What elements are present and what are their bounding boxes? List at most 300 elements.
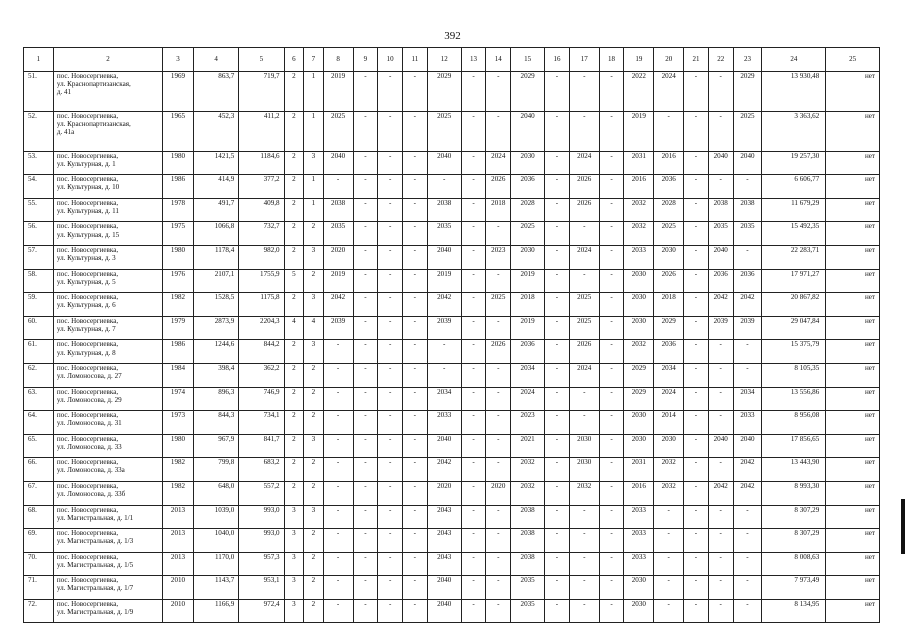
table-row (24, 434, 880, 458)
cell-col-10: - (378, 552, 403, 576)
cell-col-8: - (323, 599, 353, 623)
cell-col-9: - (353, 71, 378, 111)
cell-col-21: - (684, 293, 709, 317)
cell-col-5: 2204,3 (239, 316, 284, 340)
cell-col-14: 2018 (486, 198, 511, 222)
cell-col-9: - (353, 111, 378, 151)
row-number: 68. (24, 505, 54, 529)
column-header: 20 (654, 48, 684, 72)
cell-col-14: - (486, 552, 511, 576)
cell-col-3: 1986 (163, 175, 194, 199)
cell-col-9: - (353, 505, 378, 529)
cell-col-10: - (378, 411, 403, 435)
cell-col-9: - (353, 458, 378, 482)
cell-col-14: - (486, 111, 511, 151)
cell-col-8: - (323, 552, 353, 576)
cell-col-14: 2026 (486, 340, 511, 364)
cell-col-7: 1 (304, 111, 324, 151)
table-row (24, 411, 880, 435)
cell-col-18: - (599, 505, 624, 529)
cell-col-22: - (708, 111, 733, 151)
column-header: 23 (733, 48, 762, 72)
cell-col-17: - (569, 387, 599, 411)
row-number: 67. (24, 481, 54, 505)
cell-col-19: 2031 (624, 458, 654, 482)
cell-col-24: 13 443,90 (762, 458, 826, 482)
cell-col-6: 3 (284, 529, 304, 553)
address-line: ул. Культурная, д. 11 (56, 206, 119, 215)
cell-col-19: 2032 (624, 198, 654, 222)
cell-col-9: - (353, 340, 378, 364)
cell-col-16: - (545, 198, 570, 222)
cell-col-10: - (378, 363, 403, 387)
address-line: ул. Магистральная, д. 1/3 (56, 537, 134, 546)
cell-col-12: 2025 (427, 111, 461, 151)
row-number: 58. (24, 269, 54, 293)
cell-col-25: нет (826, 505, 880, 529)
cell-col-19: 2032 (624, 340, 654, 364)
row-number: 57. (24, 245, 54, 269)
address-cell (53, 387, 162, 411)
cell-col-11: - (402, 198, 427, 222)
cell-col-22: - (708, 387, 733, 411)
cell-col-14: 2020 (486, 481, 511, 505)
cell-col-6: 3 (284, 599, 304, 623)
cell-col-10: - (378, 222, 403, 246)
address-cell (53, 363, 162, 387)
cell-col-6: 3 (284, 505, 304, 529)
cell-col-17: - (569, 599, 599, 623)
address-line: ул. Культурная, д. 8 (56, 348, 116, 357)
cell-col-8: 2039 (323, 316, 353, 340)
address-cell (53, 269, 162, 293)
table-row (24, 340, 880, 364)
cell-col-8: 2020 (323, 245, 353, 269)
cell-col-14: - (486, 599, 511, 623)
cell-col-19: 2016 (624, 481, 654, 505)
cell-col-25: нет (826, 434, 880, 458)
cell-col-9: - (353, 576, 378, 600)
cell-col-24: 13 930,48 (762, 71, 826, 111)
cell-col-13: - (461, 111, 486, 151)
cell-col-15: 2018 (511, 293, 545, 317)
cell-col-6: 2 (284, 411, 304, 435)
cell-col-23: - (733, 505, 762, 529)
cell-col-24: 8 134,95 (762, 599, 826, 623)
cell-col-3: 2010 (163, 599, 194, 623)
cell-col-20: 2032 (654, 481, 684, 505)
cell-col-21: - (684, 458, 709, 482)
cell-col-16: - (545, 316, 570, 340)
cell-col-4: 799,8 (193, 458, 238, 482)
cell-col-22: - (708, 552, 733, 576)
cell-col-15: 2035 (511, 599, 545, 623)
address-cell (53, 245, 162, 269)
table-row (24, 458, 880, 482)
cell-col-16: - (545, 222, 570, 246)
cell-col-14: 2024 (486, 151, 511, 175)
address-line: ул. Магистральная, д. 1/5 (56, 560, 134, 569)
address-line: ул. Ломоносова, д. 33 (56, 442, 122, 451)
cell-col-10: - (378, 111, 403, 151)
address-line: ул. Культурная, д. 1 (56, 159, 116, 168)
row-number: 54. (24, 175, 54, 199)
cell-col-15: 2023 (511, 411, 545, 435)
address-line: пос. Новосергиевка, (56, 576, 119, 585)
cell-col-20: - (654, 111, 684, 151)
row-number: 62. (24, 363, 54, 387)
address-line: ул. Культурная, д. 10 (56, 183, 120, 192)
cell-col-19: 2033 (624, 505, 654, 529)
address-cell (53, 481, 162, 505)
cell-col-19: 2030 (624, 599, 654, 623)
row-number: 64. (24, 411, 54, 435)
cell-col-21: - (684, 71, 709, 111)
cell-col-17: 2025 (569, 316, 599, 340)
cell-col-13: - (461, 316, 486, 340)
cell-col-25: нет (826, 245, 880, 269)
cell-col-25: нет (826, 529, 880, 553)
row-number: 63. (24, 387, 54, 411)
cell-col-16: - (545, 458, 570, 482)
cell-col-6: 2 (284, 175, 304, 199)
column-header: 3 (163, 48, 194, 72)
address-line: пос. Новосергиевка, (56, 529, 119, 538)
column-header: 22 (708, 48, 733, 72)
cell-col-17: - (569, 411, 599, 435)
cell-col-19: 2031 (624, 151, 654, 175)
cell-col-9: - (353, 481, 378, 505)
row-number: 60. (24, 316, 54, 340)
cell-col-5: 844,2 (239, 340, 284, 364)
cell-col-3: 2013 (163, 505, 194, 529)
column-header: 11 (402, 48, 427, 72)
cell-col-20: 2036 (654, 175, 684, 199)
cell-col-9: - (353, 529, 378, 553)
cell-col-15: 2036 (511, 340, 545, 364)
cell-col-21: - (684, 269, 709, 293)
cell-col-11: - (402, 293, 427, 317)
cell-col-18: - (599, 269, 624, 293)
cell-col-15: 2040 (511, 111, 545, 151)
cell-col-23: 2040 (733, 151, 762, 175)
cell-col-17: 2030 (569, 434, 599, 458)
cell-col-7: 2 (304, 269, 324, 293)
table-row (24, 198, 880, 222)
cell-col-6: 2 (284, 198, 304, 222)
cell-col-17: 2025 (569, 293, 599, 317)
page-number: 392 (444, 30, 461, 42)
address-cell (53, 71, 162, 111)
cell-col-25: нет (826, 481, 880, 505)
cell-col-11: - (402, 505, 427, 529)
column-header: 10 (378, 48, 403, 72)
cell-col-24: 8 307,29 (762, 529, 826, 553)
address-cell (53, 175, 162, 199)
cell-col-10: - (378, 387, 403, 411)
cell-col-7: 2 (304, 576, 324, 600)
cell-col-5: 1175,8 (239, 293, 284, 317)
cell-col-19: 2030 (624, 411, 654, 435)
cell-col-10: - (378, 505, 403, 529)
cell-col-23: - (733, 340, 762, 364)
cell-col-10: - (378, 151, 403, 175)
cell-col-20: 2025 (654, 222, 684, 246)
cell-col-12: - (427, 175, 461, 199)
cell-col-17: - (569, 576, 599, 600)
cell-col-22: 2040 (708, 245, 733, 269)
cell-col-11: - (402, 552, 427, 576)
cell-col-22: - (708, 529, 733, 553)
address-line: д. 41а (56, 127, 75, 136)
cell-col-10: - (378, 340, 403, 364)
column-header: 2 (53, 48, 162, 72)
column-header: 6 (284, 48, 304, 72)
cell-col-19: 2030 (624, 269, 654, 293)
cell-col-5: 411,2 (239, 111, 284, 151)
cell-col-3: 2013 (163, 552, 194, 576)
cell-col-22: 2038 (708, 198, 733, 222)
cell-col-14: - (486, 505, 511, 529)
cell-col-24: 8 993,30 (762, 481, 826, 505)
cell-col-12: 2020 (427, 481, 461, 505)
cell-col-15: 2019 (511, 269, 545, 293)
cell-col-10: - (378, 245, 403, 269)
cell-col-14: - (486, 529, 511, 553)
cell-col-15: 2034 (511, 363, 545, 387)
cell-col-17: 2032 (569, 481, 599, 505)
cell-col-19: 2030 (624, 293, 654, 317)
cell-col-24: 29 047,84 (762, 316, 826, 340)
cell-col-16: - (545, 387, 570, 411)
cell-col-23: - (733, 576, 762, 600)
cell-col-3: 1980 (163, 245, 194, 269)
cell-col-5: 972,4 (239, 599, 284, 623)
address-line: пос. Новосергиевка, (56, 458, 119, 467)
cell-col-8: - (323, 481, 353, 505)
cell-col-19: 2030 (624, 576, 654, 600)
address-cell (53, 293, 162, 317)
cell-col-9: - (353, 245, 378, 269)
cell-col-13: - (461, 481, 486, 505)
cell-col-11: - (402, 151, 427, 175)
cell-col-12: 2029 (427, 71, 461, 111)
cell-col-15: 2036 (511, 175, 545, 199)
row-number: 69. (24, 529, 54, 553)
cell-col-10: - (378, 481, 403, 505)
cell-col-18: - (599, 529, 624, 553)
cell-col-4: 414,9 (193, 175, 238, 199)
cell-col-3: 1982 (163, 458, 194, 482)
address-line: ул. Ломоносова, д. 33а (56, 466, 125, 475)
cell-col-9: - (353, 411, 378, 435)
column-header: 17 (569, 48, 599, 72)
cell-col-6: 2 (284, 71, 304, 111)
cell-col-5: 841,7 (239, 434, 284, 458)
cell-col-3: 1975 (163, 222, 194, 246)
cell-col-15: 2029 (511, 71, 545, 111)
row-number: 55. (24, 198, 54, 222)
cell-col-13: - (461, 411, 486, 435)
cell-col-23: 2035 (733, 222, 762, 246)
column-header: 21 (684, 48, 709, 72)
cell-col-23: 2033 (733, 411, 762, 435)
cell-col-23: 2040 (733, 434, 762, 458)
address-cell (53, 198, 162, 222)
cell-col-16: - (545, 411, 570, 435)
address-line: ул. Магистральная, д. 1/7 (56, 584, 134, 593)
cell-col-11: - (402, 175, 427, 199)
table-row (24, 529, 880, 553)
cell-col-22: - (708, 505, 733, 529)
cell-col-19: 2033 (624, 529, 654, 553)
cell-col-19: 2030 (624, 316, 654, 340)
cell-col-20: 2024 (654, 71, 684, 111)
address-line: ул. Культурная, д. 5 (56, 277, 116, 286)
address-line: ул. Ломоносова, д. 31 (56, 419, 122, 428)
cell-col-24: 22 283,71 (762, 245, 826, 269)
cell-col-15: 2038 (511, 529, 545, 553)
cell-col-19: 2016 (624, 175, 654, 199)
cell-col-6: 2 (284, 245, 304, 269)
address-line: пос. Новосергиевка, (56, 269, 119, 278)
cell-col-24: 11 679,29 (762, 198, 826, 222)
row-number: 61. (24, 340, 54, 364)
cell-col-22: - (708, 599, 733, 623)
cell-col-20: 2030 (654, 245, 684, 269)
cell-col-14: - (486, 269, 511, 293)
column-header: 7 (304, 48, 324, 72)
address-cell (53, 151, 162, 175)
cell-col-20: 2032 (654, 458, 684, 482)
cell-col-25: нет (826, 411, 880, 435)
address-cell (53, 599, 162, 623)
cell-col-14: 2023 (486, 245, 511, 269)
cell-col-11: - (402, 599, 427, 623)
address-line: пос. Новосергиевка, (56, 411, 119, 420)
column-header: 5 (239, 48, 284, 72)
cell-col-25: нет (826, 576, 880, 600)
cell-col-20: 2030 (654, 434, 684, 458)
cell-col-12: 2040 (427, 599, 461, 623)
cell-col-17: 2024 (569, 245, 599, 269)
address-line: ул. Культурная, д. 3 (56, 254, 116, 263)
table-row (24, 293, 880, 317)
cell-col-5: 719,7 (239, 71, 284, 111)
cell-col-6: 2 (284, 363, 304, 387)
cell-col-22: - (708, 71, 733, 111)
cell-col-21: - (684, 316, 709, 340)
cell-col-9: - (353, 175, 378, 199)
cell-col-25: нет (826, 340, 880, 364)
cell-col-4: 1421,5 (193, 151, 238, 175)
cell-col-24: 8 956,08 (762, 411, 826, 435)
cell-col-20: 2016 (654, 151, 684, 175)
cell-col-8: 2025 (323, 111, 353, 151)
cell-col-13: - (461, 175, 486, 199)
cell-col-20: 2014 (654, 411, 684, 435)
cell-col-11: - (402, 411, 427, 435)
cell-col-18: - (599, 175, 624, 199)
address-line: пос. Новосергиевка, (56, 599, 119, 608)
cell-col-18: - (599, 481, 624, 505)
column-header: 24 (762, 48, 826, 72)
cell-col-8: - (323, 175, 353, 199)
cell-col-10: - (378, 599, 403, 623)
cell-col-12: 2038 (427, 198, 461, 222)
cell-col-16: - (545, 434, 570, 458)
cell-col-3: 1978 (163, 198, 194, 222)
cell-col-12: 2040 (427, 434, 461, 458)
cell-col-21: - (684, 411, 709, 435)
cell-col-3: 2013 (163, 529, 194, 553)
cell-col-6: 2 (284, 293, 304, 317)
cell-col-3: 1974 (163, 387, 194, 411)
cell-col-10: - (378, 458, 403, 482)
address-line: ул. Краснопартизанская, (56, 119, 131, 128)
cell-col-18: - (599, 576, 624, 600)
cell-col-15: 2035 (511, 576, 545, 600)
cell-col-12: 2043 (427, 505, 461, 529)
address-line: пос. Новосергиевка, (56, 222, 119, 231)
cell-col-23: - (733, 175, 762, 199)
cell-col-24: 19 257,30 (762, 151, 826, 175)
cell-col-23: 2042 (733, 481, 762, 505)
cell-col-18: - (599, 293, 624, 317)
cell-col-7: 2 (304, 481, 324, 505)
cell-col-3: 1965 (163, 111, 194, 151)
cell-col-16: - (545, 269, 570, 293)
cell-col-8: 2035 (323, 222, 353, 246)
cell-col-5: 1184,6 (239, 151, 284, 175)
row-number: 70. (24, 552, 54, 576)
cell-col-3: 1982 (163, 293, 194, 317)
cell-col-5: 957,3 (239, 552, 284, 576)
cell-col-6: 2 (284, 434, 304, 458)
cell-col-15: 2038 (511, 505, 545, 529)
cell-col-14: - (486, 387, 511, 411)
cell-col-6: 3 (284, 576, 304, 600)
cell-col-18: - (599, 222, 624, 246)
cell-col-11: - (402, 363, 427, 387)
cell-col-8: 2038 (323, 198, 353, 222)
cell-col-22: 2035 (708, 222, 733, 246)
cell-col-8: 2019 (323, 269, 353, 293)
cell-col-4: 1244,6 (193, 340, 238, 364)
cell-col-3: 1986 (163, 340, 194, 364)
table-row (24, 316, 880, 340)
cell-col-7: 2 (304, 599, 324, 623)
cell-col-12: 2040 (427, 576, 461, 600)
cell-col-17: - (569, 269, 599, 293)
row-number: 72. (24, 599, 54, 623)
cell-col-5: 362,2 (239, 363, 284, 387)
table-row (24, 175, 880, 199)
cell-col-7: 2 (304, 529, 324, 553)
cell-col-21: - (684, 552, 709, 576)
cell-col-16: - (545, 363, 570, 387)
cell-col-25: нет (826, 71, 880, 111)
address-cell (53, 552, 162, 576)
address-line: ул. Ломоносова, д. 27 (56, 372, 122, 381)
cell-col-12: 2019 (427, 269, 461, 293)
cell-col-6: 2 (284, 481, 304, 505)
cell-col-21: - (684, 481, 709, 505)
cell-col-7: 2 (304, 552, 324, 576)
cell-col-23: 2034 (733, 387, 762, 411)
cell-col-7: 3 (304, 505, 324, 529)
cell-col-24: 17 971,27 (762, 269, 826, 293)
